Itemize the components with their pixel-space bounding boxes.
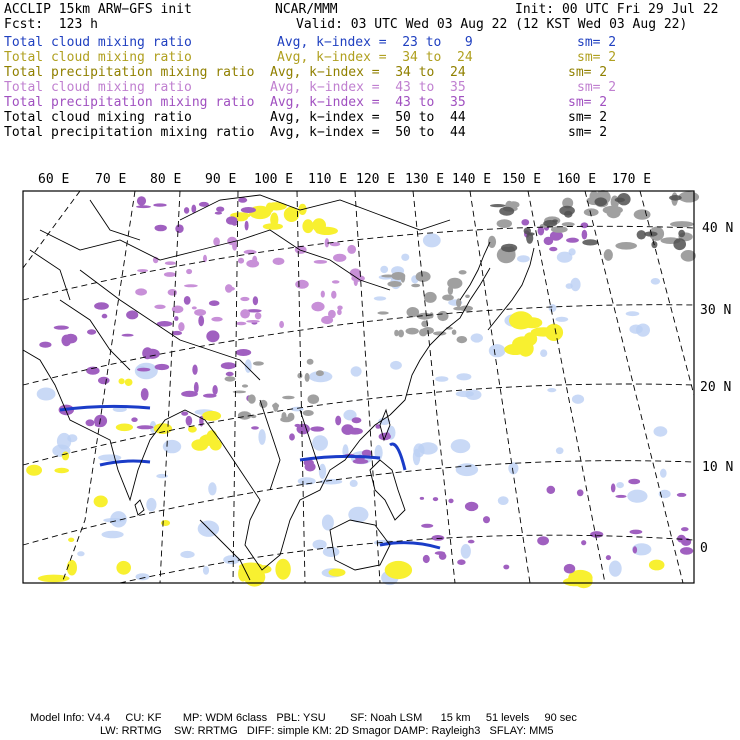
longitude-label: 120 E [356,172,396,187]
legend-field-name: Total cloud mixing ratio [4,80,192,95]
longitude-label: 160 E [557,172,597,187]
legend-field-name: Total cloud mixing ratio [4,110,192,125]
footer-physics-info: LW: RRTMG SW: RRTMG DIFF: simple KM: 2D Smagor DAMP: Rayleigh3 SFLAY: MM5 [100,725,554,737]
longitude-label: 60 E [38,172,70,187]
legend-smoothing: sm= 2 [577,50,617,65]
latitude-label: 30 N [700,303,732,318]
legend-kindex: Avg, k−index = 34 to 24 [277,50,473,65]
footer-model-info: Model Info: V4.4 CU: KF MP: WDM 6class PBL: YSU SF: Noah LSM 15 km 51 levels 90 sec [30,712,577,724]
legend-smoothing: sm= 2 [568,110,608,125]
legend-smoothing: sm= 2 [568,125,608,140]
legend-field-name: Total precipitation mixing ratio [4,125,255,140]
legend-kindex: Avg, k−index = 23 to 9 [277,35,473,50]
longitude-label: 140 E [452,172,492,187]
legend-kindex: Avg, k−index = 43 to 35 [270,95,466,110]
longitude-label: 130 E [405,172,445,187]
legend-field-name: Total cloud mixing ratio [4,50,192,65]
forecast-hour: Fcst: 123 h [4,17,98,32]
latitude-label: 0 [700,541,708,556]
legend-smoothing: sm= 2 [577,80,617,95]
latitude-label: 20 N [700,380,732,395]
cloud-field-layer [26,190,699,588]
longitude-label: 100 E [254,172,294,187]
organization: NCAR/MMM [275,2,338,17]
legend-field-name: Total cloud mixing ratio [4,35,192,50]
legend-kindex: Avg, k−index = 34 to 24 [270,65,466,80]
longitude-label: 80 E [150,172,182,187]
legend-kindex: Avg, k−index = 50 to 44 [270,125,466,140]
model-title: ACCLIP 15km ARW−GFS init [4,2,192,17]
legend-smoothing: sm= 2 [568,95,608,110]
longitude-label: 150 E [502,172,542,187]
latitude-label: 10 N [702,460,734,475]
legend-smoothing: sm= 2 [577,35,617,50]
legend-kindex: Avg, k−index = 43 to 35 [270,80,466,95]
legend-smoothing: sm= 2 [568,65,608,80]
coastline-layer [23,195,534,580]
longitude-label: 70 E [95,172,127,187]
legend-field-name: Total precipitation mixing ratio [4,65,255,80]
longitude-label: 110 E [308,172,348,187]
latitude-label: 40 N [702,221,734,236]
longitude-label: 170 E [612,172,652,187]
legend-field-name: Total precipitation mixing ratio [4,95,255,110]
longitude-label: 90 E [205,172,237,187]
valid-time: Valid: 03 UTC Wed 03 Aug 22 (12 KST Wed 03 Aug 22) [296,17,688,32]
init-time: Init: 00 UTC Fri 29 Jul 22 [515,2,719,17]
legend-kindex: Avg, k−index = 50 to 44 [270,110,466,125]
